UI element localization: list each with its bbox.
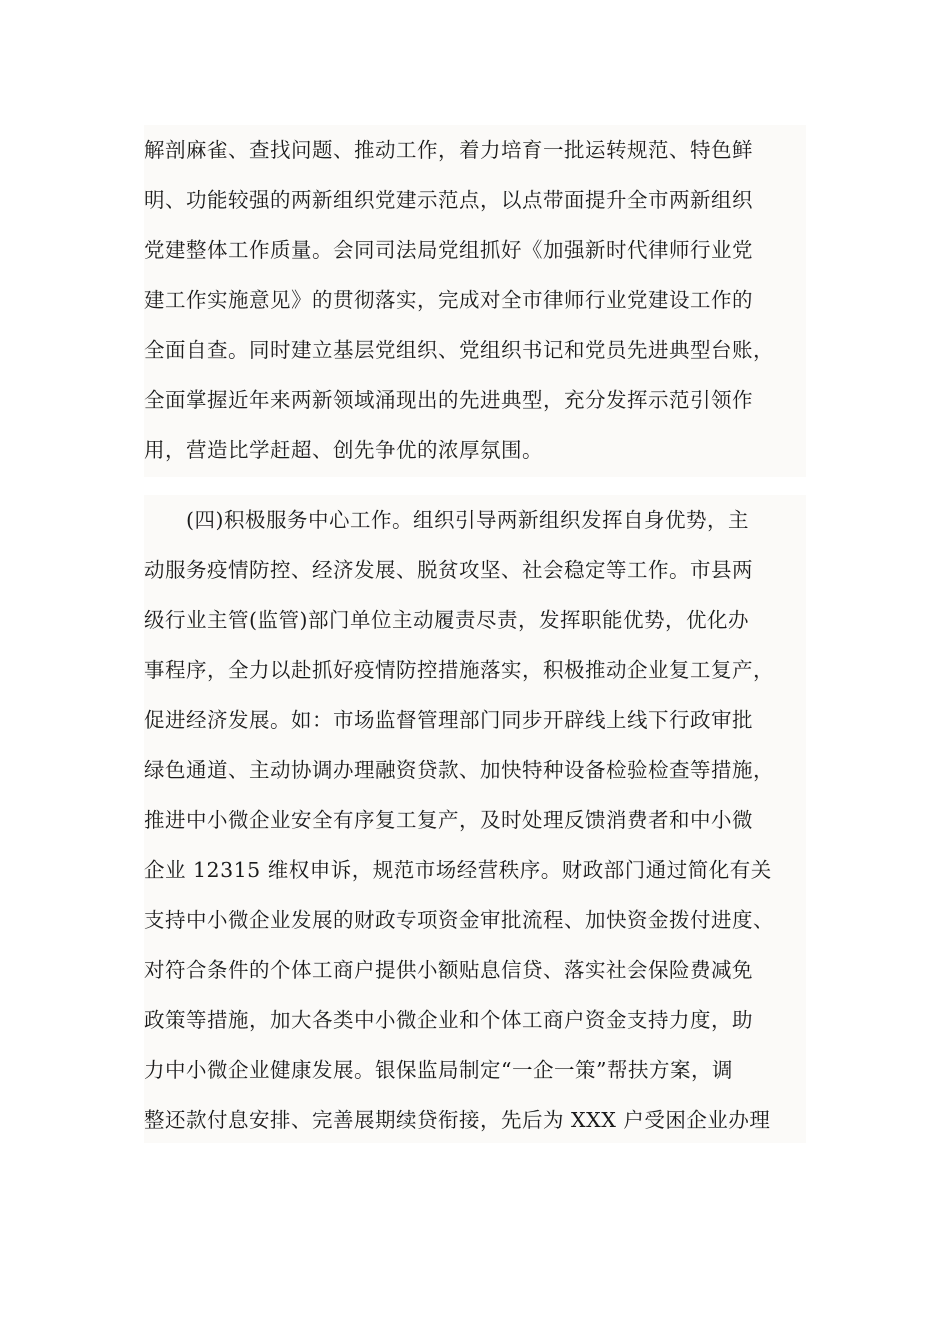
paragraph-line: 支持中小微企业发展的财政专项资金审批流程、加快资金拨付进度、 [144, 908, 774, 932]
paragraph-line: 力中小微企业健康发展。银保监局制定“一企一策”帮扶方案，调 [144, 1058, 733, 1082]
paragraph-line: 对符合条件的个体工商户提供小额贴息信贷、落实社会保险费减免 [144, 958, 753, 982]
paragraph-line: 促进经济发展。如：市场监督管理部门同步开辟线上线下行政审批 [144, 708, 753, 732]
paragraph-line: 动服务疫情防控、经济发展、脱贫攻坚、社会稳定等工作。市县两 [144, 558, 753, 582]
paragraph-line: 绿色通道、主动协调办理融资贷款、加快特种设备检验检查等措施， [144, 758, 774, 782]
paragraph-line: 建工作实施意见》的贯彻落实，完成对全市律师行业党建设工作的 [144, 288, 753, 312]
paragraph-line: 明、功能较强的两新组织党建示范点，以点带面提升全市两新组织 [144, 188, 753, 212]
paragraph-1 [144, 125, 806, 477]
paragraph-line: 事程序，全力以赴抓好疫情防控措施落实，积极推动企业复工复产， [144, 658, 774, 682]
paragraph-line: 推进中小微企业安全有序复工复产，及时处理反馈消费者和中小微 [144, 808, 753, 832]
paragraph-line: 整还款付息安排、完善展期续贷衔接，先后为 XXX 户受困企业办理 [144, 1108, 771, 1132]
paragraph-2 [144, 495, 806, 1143]
section-heading-line: (四)积极服务中心工作。组织引导两新组织发挥自身优势，主 [186, 508, 749, 532]
paragraph-line: 全面掌握近年来两新领域涌现出的先进典型，充分发挥示范引领作 [144, 388, 753, 412]
paragraph-line: 解剖麻雀、查找问题、推动工作，着力培育一批运转规范、特色鲜 [144, 138, 753, 162]
paragraph-line: 政策等措施，加大各类中小微企业和个体工商户资金支持力度，助 [144, 1008, 753, 1032]
paragraph-line: 用，营造比学赶超、创先争优的浓厚氛围。 [144, 438, 543, 462]
paragraph-line: 企业 12315 维权申诉，规范市场经营秩序。财政部门通过简化有关 [144, 858, 772, 882]
paragraph-line: 级行业主管(监管)部门单位主动履责尽责，发挥职能优势，优化办 [144, 608, 749, 632]
paragraph-line: 全面自查。同时建立基层党组织、党组织书记和党员先进典型台账， [144, 338, 774, 362]
paragraph-line: 党建整体工作质量。会同司法局党组抓好《加强新时代律师行业党 [144, 238, 753, 262]
